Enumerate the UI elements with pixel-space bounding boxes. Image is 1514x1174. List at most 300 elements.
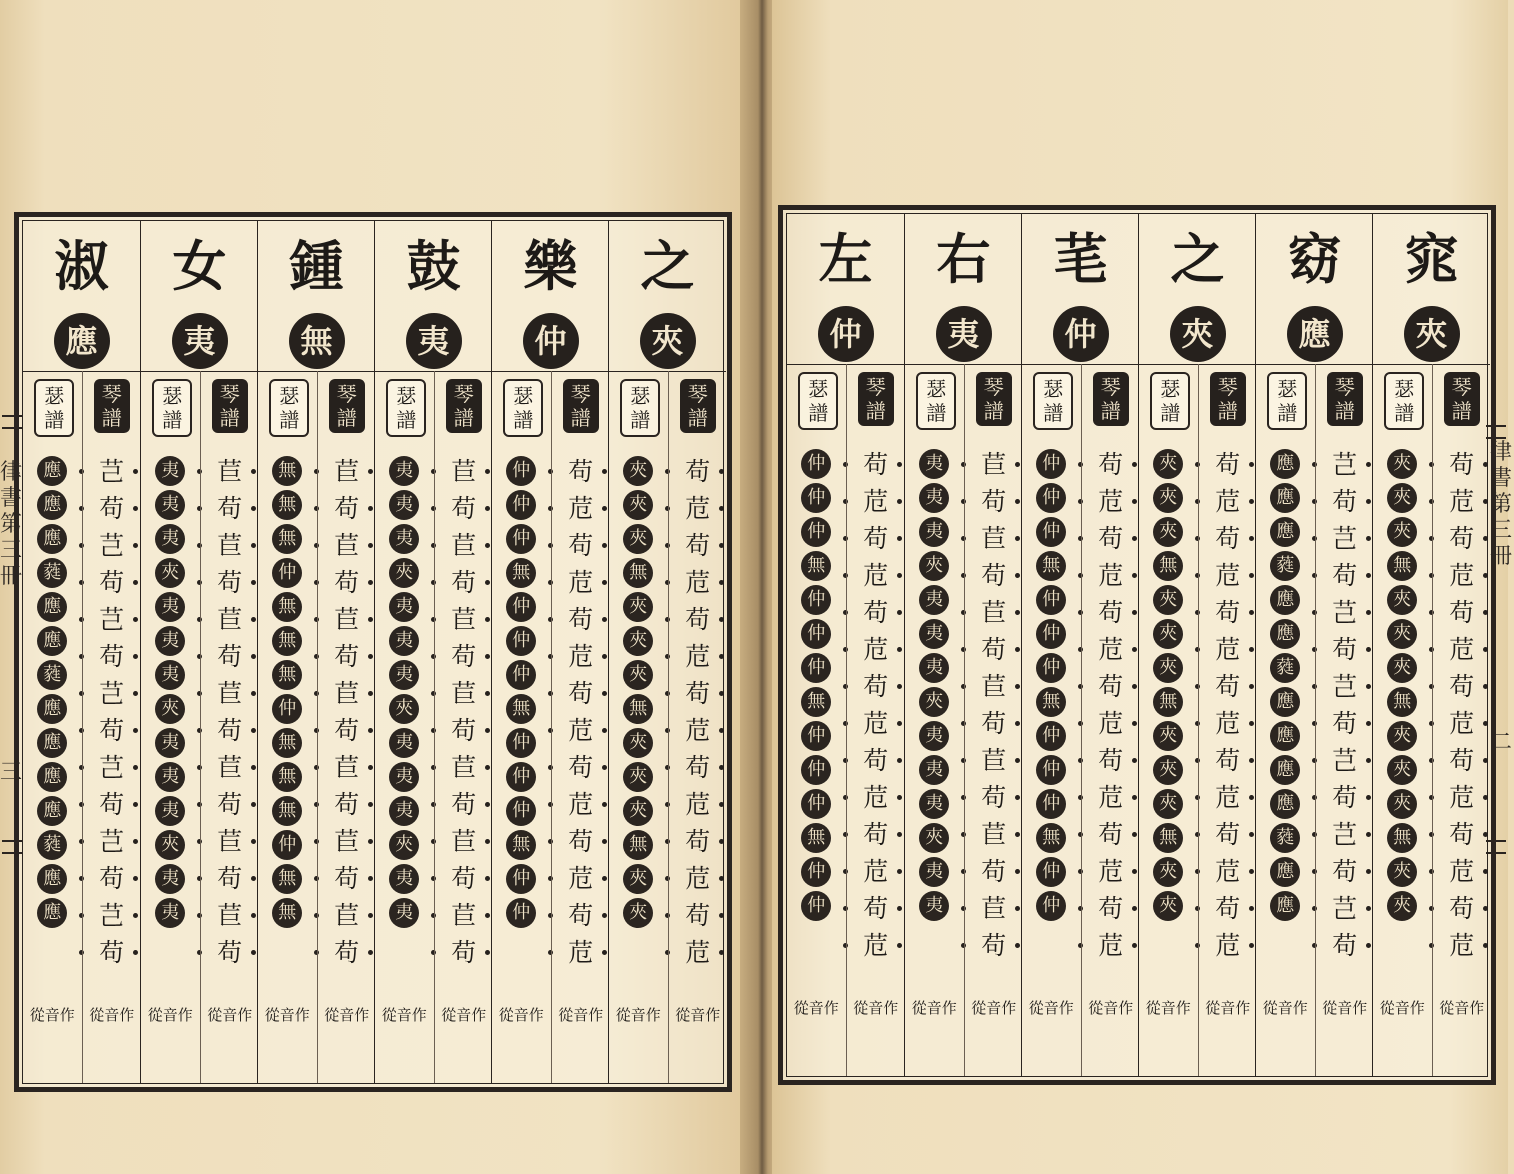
beat-dot: [897, 573, 902, 578]
qin-note: 苟: [217, 864, 243, 893]
beat-dot: [1366, 758, 1371, 763]
beat-dot: [1366, 869, 1371, 874]
se-note: 夾: [1387, 517, 1417, 547]
qin-note: 苟: [1332, 487, 1358, 516]
qin-note: 苊: [863, 783, 889, 812]
beat-dot: [1132, 462, 1137, 467]
qin-note: 芑: [1332, 524, 1358, 553]
qin-note: 苊: [685, 938, 711, 967]
beat-dot: [1249, 758, 1254, 763]
qin-note: 苣: [981, 672, 1007, 701]
qin-note: 苊: [1098, 783, 1124, 812]
qin-note: 苟: [863, 820, 889, 849]
se-note: 應: [1270, 891, 1300, 921]
qin-note: 苟: [568, 457, 594, 486]
qin-note: 苟: [1215, 820, 1241, 849]
beat-dot: [1483, 647, 1488, 652]
qin-note: 苊: [1215, 783, 1241, 812]
se-notation-column: [258, 371, 317, 1083]
se-note: 仲: [1036, 891, 1066, 921]
beat-dot: [251, 543, 256, 548]
se-note: 仲: [272, 830, 302, 860]
beat-dot: [897, 536, 902, 541]
se-note: 夷: [155, 660, 185, 690]
qin-note: 苟: [334, 864, 360, 893]
qin-note: 苊: [685, 790, 711, 819]
beat-dot: [1249, 610, 1254, 615]
beat-dot: [897, 610, 902, 615]
qin-note: 苟: [451, 716, 477, 745]
se-note: 應: [37, 592, 67, 622]
se-note: 夷: [919, 517, 949, 547]
beat-dot: [251, 654, 256, 659]
qin-note: 苟: [217, 494, 243, 523]
se-note: 夾: [623, 728, 653, 758]
se-notation-column: [23, 371, 82, 1083]
beat-dot: [897, 758, 902, 763]
beat-dot: [1249, 943, 1254, 948]
beat-dot: [133, 876, 138, 881]
qin-note: 苟: [1332, 635, 1358, 664]
qin-note: 苊: [863, 857, 889, 886]
se-notes: [787, 446, 846, 925]
qin-note: 芑: [99, 605, 125, 634]
column-footer: 從音作: [1205, 999, 1251, 1017]
qin-note: 苟: [334, 716, 360, 745]
qin-note: 苊: [1215, 931, 1241, 960]
se-notation-column: [609, 371, 668, 1083]
se-note: 仲: [801, 483, 831, 513]
column-footer: 從音作: [381, 1006, 427, 1024]
beat-dot: [133, 802, 138, 807]
se-note: 夷: [389, 796, 419, 826]
se-note: 無: [1387, 551, 1417, 581]
se-note: 夾: [155, 558, 185, 588]
pitch-seal: 仲: [523, 313, 579, 369]
se-note: 夷: [919, 483, 949, 513]
beat-dot: [1483, 758, 1488, 763]
qin-note: 苟: [863, 894, 889, 923]
qin-notes: [669, 453, 728, 971]
se-note: 夷: [919, 449, 949, 479]
qin-note: 苊: [1215, 635, 1241, 664]
beat-dot: [602, 876, 607, 881]
beat-dot: [602, 617, 607, 622]
qin-note: 苊: [1449, 635, 1475, 664]
se-label: 瑟譜: [503, 379, 543, 437]
qin-note: 芑: [1332, 894, 1358, 923]
beat-dot: [1132, 684, 1137, 689]
column-footer: 從音作: [441, 1006, 487, 1024]
se-note: 應: [37, 728, 67, 758]
se-note: 無: [506, 830, 536, 860]
se-note: 仲: [506, 592, 536, 622]
qin-label: 琴譜: [1093, 372, 1129, 426]
qin-note: 苟: [981, 857, 1007, 886]
column-footer: 從音作: [29, 1006, 75, 1024]
se-note: 仲: [506, 490, 536, 520]
qin-note: 苊: [568, 864, 594, 893]
qin-note: 苟: [568, 605, 594, 634]
se-notation-column: [141, 371, 200, 1083]
se-note: 應: [37, 796, 67, 826]
qin-note: 苊: [863, 487, 889, 516]
qin-note: 苟: [1098, 598, 1124, 627]
beat-dot: [133, 950, 138, 955]
qin-note: 苟: [863, 672, 889, 701]
se-note: 夷: [155, 490, 185, 520]
qin-note: 苟: [1449, 820, 1475, 849]
qin-note: 苊: [863, 931, 889, 960]
qin-notation-column: [1315, 364, 1375, 1076]
se-note: 夷: [155, 762, 185, 792]
qin-note: 苊: [1449, 931, 1475, 960]
qin-notes: [1316, 446, 1375, 964]
se-note: 夷: [155, 898, 185, 928]
se-label: 瑟譜: [1384, 372, 1424, 430]
qin-note: 苟: [685, 531, 711, 560]
qin-note: 芑: [99, 827, 125, 856]
se-label: 瑟譜: [798, 372, 838, 430]
se-note: 仲: [506, 864, 536, 894]
se-note: 無: [272, 490, 302, 520]
qin-note: 苟: [99, 716, 125, 745]
beat-dot: [1132, 536, 1137, 541]
qin-note: 苊: [685, 494, 711, 523]
se-note: 仲: [506, 626, 536, 656]
qin-note: 苟: [1332, 857, 1358, 886]
qin-notation-column: [964, 364, 1024, 1076]
qin-note: 苊: [1449, 487, 1475, 516]
beat-dot: [719, 654, 724, 659]
qin-note: 苟: [981, 709, 1007, 738]
beat-dot: [719, 876, 724, 881]
se-label: 瑟譜: [1033, 372, 1073, 430]
qin-note: 苣: [451, 753, 477, 782]
se-note: 夾: [389, 694, 419, 724]
se-notation-column: [787, 364, 846, 1076]
beat-dot: [251, 913, 256, 918]
se-note: 無: [272, 762, 302, 792]
qin-note: 苣: [217, 605, 243, 634]
se-note: 應: [1270, 619, 1300, 649]
beat-dot: [1132, 906, 1137, 911]
qin-label: 琴譜: [94, 379, 130, 433]
qin-notes: [847, 446, 906, 964]
se-note: 夷: [919, 619, 949, 649]
se-note: 夾: [1153, 619, 1183, 649]
beat-dot: [1249, 906, 1254, 911]
se-note: 應: [1270, 687, 1300, 717]
beat-dot: [368, 728, 373, 733]
pitch-seal: 夷: [936, 306, 992, 362]
se-note: 夾: [1387, 653, 1417, 683]
qin-note: 苟: [1332, 709, 1358, 738]
column-footer: 從音作: [1145, 999, 1191, 1017]
se-note: 夾: [623, 456, 653, 486]
se-note: 仲: [801, 789, 831, 819]
qin-notation-column: [551, 371, 611, 1083]
se-label: 瑟譜: [269, 379, 309, 437]
beat-dot: [368, 580, 373, 585]
se-note: 仲: [801, 619, 831, 649]
beat-dot: [1483, 906, 1488, 911]
qin-note: 苟: [1215, 672, 1241, 701]
pitch-seal: 夷: [172, 313, 228, 369]
se-note: 蕤: [1270, 823, 1300, 853]
verse-column: [491, 221, 609, 1083]
beat-dot: [1483, 869, 1488, 874]
se-note: 夾: [389, 558, 419, 588]
qin-note: 苟: [1332, 561, 1358, 590]
beat-dot: [1015, 943, 1020, 948]
beat-dot: [897, 832, 902, 837]
se-note: 仲: [1036, 653, 1066, 683]
se-notation-column: [375, 371, 434, 1083]
qin-notation-column: [82, 371, 142, 1083]
beat-dot: [897, 647, 902, 652]
qin-note: 苟: [863, 598, 889, 627]
qin-note: 苊: [568, 790, 594, 819]
qin-label: 琴譜: [563, 379, 599, 433]
beat-dot: [1483, 573, 1488, 578]
qin-label: 琴譜: [446, 379, 482, 433]
beat-dot: [1249, 795, 1254, 800]
beat-dot: [719, 802, 724, 807]
se-note: 夷: [389, 898, 419, 928]
se-note: 無: [1036, 823, 1066, 853]
qin-note: 苟: [451, 790, 477, 819]
qin-note: 苟: [1332, 931, 1358, 960]
beat-dot: [485, 654, 490, 659]
beat-dot: [1015, 795, 1020, 800]
beat-dot: [602, 802, 607, 807]
column-footer: 從音作: [1262, 999, 1308, 1017]
beat-dot: [1366, 721, 1371, 726]
se-note: 夾: [1387, 755, 1417, 785]
se-notes: [1256, 446, 1315, 925]
qin-note: 苣: [981, 820, 1007, 849]
column-footer: 從音作: [264, 1006, 310, 1024]
qin-note: 苣: [981, 894, 1007, 923]
se-note: 夾: [623, 626, 653, 656]
qin-note: 苟: [1215, 450, 1241, 479]
qin-note: 苊: [1215, 857, 1241, 886]
se-label: 瑟譜: [620, 379, 660, 437]
se-note: 無: [506, 558, 536, 588]
qin-note: 芑: [99, 531, 125, 560]
qin-note: 苟: [685, 679, 711, 708]
qin-note: 苣: [451, 679, 477, 708]
beat-dot: [897, 499, 902, 504]
beat-dot: [251, 691, 256, 696]
qin-note: 苟: [451, 938, 477, 967]
se-note: 無: [506, 694, 536, 724]
lyric-character: 鼓: [406, 234, 461, 298]
right-page-frame: [778, 205, 1496, 1085]
se-note: 仲: [1036, 517, 1066, 547]
se-note: 夾: [1153, 585, 1183, 615]
se-note: 夾: [1387, 857, 1417, 887]
qin-label: 琴譜: [329, 379, 365, 433]
qin-note: 苊: [1098, 931, 1124, 960]
beat-dot: [368, 691, 373, 696]
qin-note: 苟: [1449, 894, 1475, 923]
qin-note: 苊: [1215, 709, 1241, 738]
column-footer: 從音作: [558, 1006, 604, 1024]
beat-dot: [1015, 462, 1020, 467]
qin-note: 苣: [451, 531, 477, 560]
qin-note: 苟: [685, 827, 711, 856]
beat-dot: [719, 728, 724, 733]
qin-note: 苣: [451, 827, 477, 856]
se-note: 仲: [801, 857, 831, 887]
se-note: 夷: [389, 728, 419, 758]
se-note: 夾: [1153, 755, 1183, 785]
lyric-character: 右: [936, 227, 991, 291]
se-note: 無: [272, 796, 302, 826]
column-footer: 從音作: [675, 1006, 721, 1024]
se-notation-column: [492, 371, 551, 1083]
se-note: 夾: [623, 898, 653, 928]
se-note: 蕤: [1270, 551, 1300, 581]
qin-note: 苟: [1215, 524, 1241, 553]
qin-note: 苟: [1215, 598, 1241, 627]
beat-dot: [1483, 943, 1488, 948]
se-note: 夾: [623, 864, 653, 894]
beat-dot: [251, 802, 256, 807]
beat-dot: [719, 950, 724, 955]
verse-column: [23, 221, 140, 1083]
qin-note: 苟: [685, 901, 711, 930]
qin-note: 苊: [1098, 635, 1124, 664]
beat-dot: [251, 839, 256, 844]
beat-dot: [1249, 684, 1254, 689]
se-note: 夷: [389, 456, 419, 486]
qin-note: 苊: [1098, 561, 1124, 590]
se-note: 仲: [506, 762, 536, 792]
pitch-seal: 夾: [1170, 306, 1226, 362]
qin-note: 苣: [217, 679, 243, 708]
se-note: 應: [1270, 483, 1300, 513]
qin-note: 苣: [217, 457, 243, 486]
beat-dot: [602, 469, 607, 474]
qin-note: 苊: [863, 709, 889, 738]
column-footer: 從音作: [793, 999, 839, 1017]
qin-note: 芑: [99, 457, 125, 486]
se-note: 夾: [919, 823, 949, 853]
qin-note: 苟: [568, 827, 594, 856]
se-note: 夾: [1387, 891, 1417, 921]
beat-dot: [1249, 499, 1254, 504]
se-note: 夾: [1153, 517, 1183, 547]
se-note: 無: [272, 456, 302, 486]
right-margin-page: 二: [1489, 730, 1512, 755]
se-note: 夾: [1387, 483, 1417, 513]
beat-dot: [368, 913, 373, 918]
qin-note: 苊: [568, 494, 594, 523]
se-label: 瑟譜: [152, 379, 192, 437]
beat-dot: [133, 728, 138, 733]
qin-notation-column: [668, 371, 728, 1083]
se-note: 夾: [1153, 857, 1183, 887]
se-notation-column: [1022, 364, 1081, 1076]
se-note: 無: [1387, 687, 1417, 717]
qin-notes: [1082, 446, 1141, 964]
qin-note: 苟: [568, 679, 594, 708]
column-footer: 從音作: [971, 999, 1017, 1017]
qin-note: 苊: [863, 635, 889, 664]
beat-dot: [1132, 610, 1137, 615]
se-note: 夷: [155, 864, 185, 894]
beat-dot: [1015, 906, 1020, 911]
se-note: 夷: [389, 762, 419, 792]
fishtail-mark: [1486, 840, 1506, 854]
beat-dot: [485, 876, 490, 881]
se-note: 無: [801, 687, 831, 717]
qin-note: 苟: [451, 568, 477, 597]
qin-notation-column: [846, 364, 906, 1076]
verse-column: [1138, 214, 1256, 1076]
qin-note: 苣: [334, 753, 360, 782]
se-note: 夷: [155, 626, 185, 656]
se-note: 無: [1153, 687, 1183, 717]
pitch-seal: 應: [1287, 306, 1343, 362]
beat-dot: [133, 469, 138, 474]
se-note: 無: [272, 626, 302, 656]
se-note: 應: [37, 626, 67, 656]
se-label: 瑟譜: [916, 372, 956, 430]
se-note: 應: [1270, 721, 1300, 751]
column-footer: 從音作: [615, 1006, 661, 1024]
qin-note: 苟: [1449, 672, 1475, 701]
qin-note: 苟: [1098, 672, 1124, 701]
beat-dot: [1015, 869, 1020, 874]
se-note: 夾: [155, 830, 185, 860]
qin-note: 苟: [863, 524, 889, 553]
qin-note: 苣: [217, 827, 243, 856]
beat-dot: [719, 580, 724, 585]
beat-dot: [897, 721, 902, 726]
pitch-seal: 無: [289, 313, 345, 369]
se-note: 無: [272, 898, 302, 928]
beat-dot: [485, 691, 490, 696]
beat-dot: [1366, 499, 1371, 504]
se-note: 無: [272, 864, 302, 894]
se-note: 夷: [919, 653, 949, 683]
beat-dot: [1366, 943, 1371, 948]
beat-dot: [133, 543, 138, 548]
beat-dot: [1015, 536, 1020, 541]
qin-note: 苊: [685, 864, 711, 893]
se-note: 應: [1270, 517, 1300, 547]
beat-dot: [897, 869, 902, 874]
qin-note: 苟: [685, 753, 711, 782]
se-note: 夷: [389, 660, 419, 690]
se-note: 夷: [389, 524, 419, 554]
qin-note: 苊: [1098, 487, 1124, 516]
qin-note: 苊: [568, 568, 594, 597]
se-note: 仲: [272, 694, 302, 724]
beat-dot: [368, 654, 373, 659]
qin-note: 苊: [1098, 857, 1124, 886]
qin-note: 苟: [1098, 894, 1124, 923]
se-note: 應: [37, 864, 67, 894]
se-notes: [492, 453, 551, 932]
qin-note: 芑: [99, 679, 125, 708]
qin-note: 苟: [1098, 746, 1124, 775]
qin-note: 苟: [217, 790, 243, 819]
